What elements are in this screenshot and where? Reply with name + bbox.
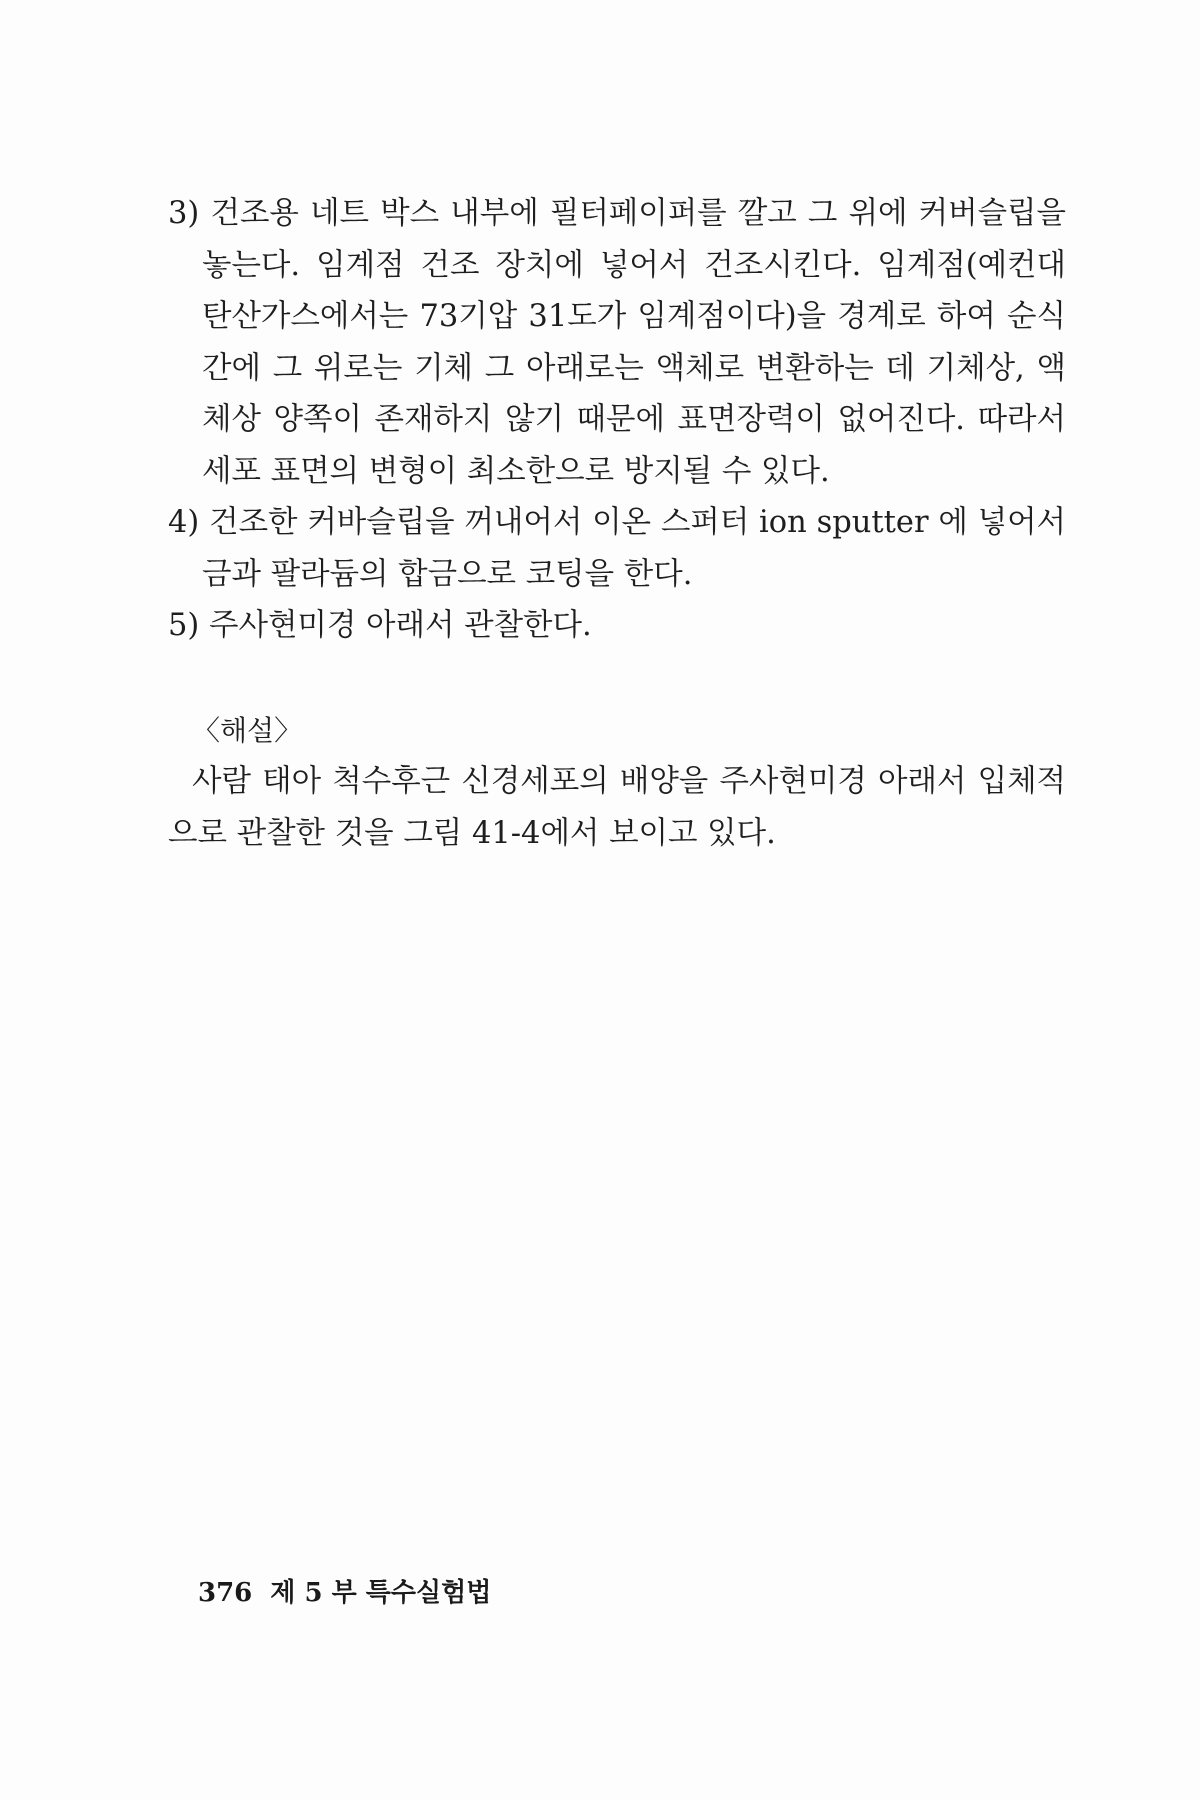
step-text: 주사현미경 아래서 관찰한다. [209,608,592,643]
step-number: 3) [168,196,200,231]
page-content [168,188,1066,859]
page-footer [198,1572,491,1609]
page-number: 376 [198,1578,253,1608]
step-4 [168,497,1066,600]
step-number: 4) [168,505,200,540]
step-5 [168,600,1066,652]
step-text: 건조용 네트 박스 내부에 필터페이퍼를 깔고 그 위에 커버슬립을 놓는다. 임계점 건조 장치에 넣어서 건조시킨다. 임계점(예컨대 탄산가스에서는 73기압 31도가 임계점이다)을 경계로 하여 순식간에 그 위로는 기체 그 아래로는 액체로 변환하는 데 기체상, 액체상 양쪽이 존재하지 않기 때문에 표면장력이 없어진다. 따라서 세포 표면의 변형이 최소한으로 방지될 수 있다. [202,196,1066,489]
step-number: 5) [168,608,200,643]
step-text: 건조한 커바슬립을 꺼내어서 이온 스퍼터 ion sputter 에 넣어서 금과 팔라듐의 합금으로 코팅을 한다. [202,505,1066,592]
step-3 [168,188,1066,497]
commentary-heading: 〈해설〉 [192,713,303,747]
commentary-text: 사람 태아 척수후근 신경세포의 배양을 주사현미경 아래서 입체적으로 관찰한 것을 그림 41-4에서 보이고 있다. [168,764,1066,851]
section-title: 제 5 부 특수실험법 [270,1578,492,1608]
